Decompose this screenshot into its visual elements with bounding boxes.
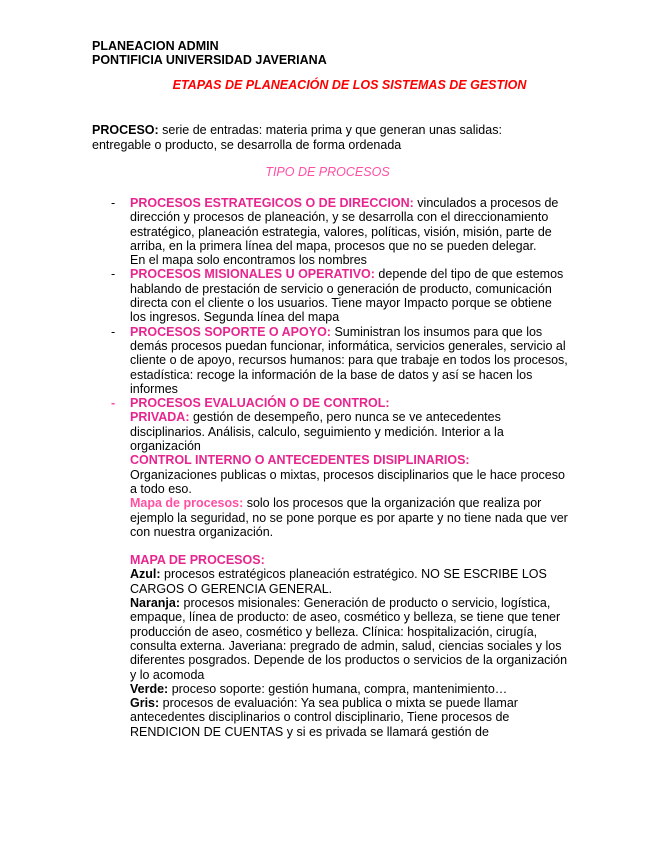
- item-text: vinculados a procesos de dirección y procesos de planeación, y se desarrolla con el direccionamiento estratégico, planeación estrategia, valores, políticas, visión, misión, parte de arriba, en la primera línea del mapa, procesos que no se pueden delegar.: [130, 196, 559, 253]
- mapa-entry-text: proceso soporte: gestión humana, compra, mantenimiento…: [168, 681, 508, 696]
- list-item: [111, 267, 571, 324]
- item-text: Suministran los insumos para que los demás procesos puedan funcionar, informática, servicios generales, servicio al cliente o de apoyo, recursos humanos: para que trabaje en todos los procesos, estadística: recoge la información de la base de datos y así se hacen los informes: [130, 324, 568, 396]
- mapa-entry-label: Gris:: [130, 696, 160, 711]
- bullet-dash: -: [111, 324, 116, 339]
- intro-text: serie de entradas: materia prima y que generan unas salidas: entregable o producto, se desarrolla de forma ordenada: [92, 123, 502, 152]
- mapa-entry-label: Azul:: [130, 567, 161, 582]
- item-label: PROCESOS ESTRATEGICOS O DE DIRECCION:: [130, 196, 414, 210]
- mapa-procesos-label: Mapa de procesos:: [130, 496, 244, 511]
- mapa-entry-azul: [130, 567, 571, 596]
- mapa-procesos-line: [130, 496, 571, 539]
- document-header: [92, 39, 327, 67]
- spacer: [130, 539, 571, 553]
- header-course: PLANEACION ADMIN: [92, 39, 219, 53]
- mapa-title: MAPA DE PROCESOS:: [130, 553, 265, 568]
- item-extra: En el mapa solo encontramos los nombres: [130, 253, 367, 268]
- item-text: depende del tipo de que estemos hablando de prestación de servicio o generación de producto, comunicación directa con el cliente o los usuarios. Tiene mayor Impacto porque se obtiene los ingresos. Segunda línea del mapa: [130, 267, 564, 325]
- mapa-entry-label: Naranja:: [130, 596, 181, 611]
- section-title: TIPO DE PROCESOS: [265, 165, 390, 179]
- mapa-entry-text: procesos estratégicos planeación estratégico. NO SE ESCRIBE LOS CARGOS O GERENCIA GENERAL.: [130, 567, 547, 596]
- bullet-dash: -: [111, 196, 116, 210]
- item-label: PROCESOS SOPORTE O APOYO:: [130, 324, 331, 339]
- list-item: [111, 196, 571, 267]
- mapa-entry-text: procesos de evaluación: Ya sea publica o mixta se puede llamar antecedentes disciplinarios o control disciplinario, Tiene procesos de RENDICION DE CUENTAS y si es privada se llamará gestión de: [130, 696, 518, 739]
- item-label: PROCESOS EVALUACIÓN O DE CONTROL:: [130, 396, 390, 411]
- privada-line: [130, 410, 571, 453]
- mapa-entry-verde: [130, 682, 571, 696]
- item-label: PROCESOS MISIONALES U OPERATIVO:: [130, 267, 375, 282]
- intro-label: PROCESO:: [92, 123, 159, 137]
- mapa-entry-gris: [130, 696, 571, 739]
- control-text: Organizaciones publicas o mixtas, procesos disciplinarios que le hace proceso a todo eso.: [130, 467, 565, 496]
- bullet-dash: -: [111, 396, 116, 411]
- mapa-entry-label: Verde:: [130, 681, 169, 696]
- bullet-dash: -: [111, 267, 116, 282]
- mapa-entry-text: procesos misionales: Generación de producto o servicio, logística, empaque, línea de producto: de aseo, cosmético y belleza, se tiene que tener producción de aseo, cosmético y belleza. Clínica: hospitalización, cirugía, consulta externa. Javeriana: pregrado de admin, salud, ciencias sociales y los diferentes posgrados. Depende de los productos o servicios de la organización y lo acomoda: [130, 596, 568, 682]
- process-list: [111, 196, 571, 739]
- control-label: CONTROL INTERNO O ANTECEDENTES DISIPLINARIOS:: [130, 453, 470, 468]
- header-university: PONTIFICIA UNIVERSIDAD JAVERIANA: [92, 53, 327, 67]
- intro-paragraph: [92, 123, 562, 152]
- list-item: [111, 325, 571, 396]
- privada-label: PRIVADA:: [130, 410, 190, 425]
- mapa-procesos-text: solo los procesos que la organización que realiza por ejemplo la seguridad, no se pone porque es por aparte y no tiene nada que ver con nuestra organización.: [130, 496, 568, 539]
- privada-text: gestión de desempeño, pero nunca se ve antecedentes disciplinarios. Análisis, calculo, seguimiento y medición. Interior a la organización: [130, 410, 504, 454]
- document-title: ETAPAS DE PLANEACIÓN DE LOS SISTEMAS DE GESTION: [172, 78, 527, 92]
- mapa-entry-naranja: [130, 596, 571, 682]
- list-item: [111, 396, 571, 739]
